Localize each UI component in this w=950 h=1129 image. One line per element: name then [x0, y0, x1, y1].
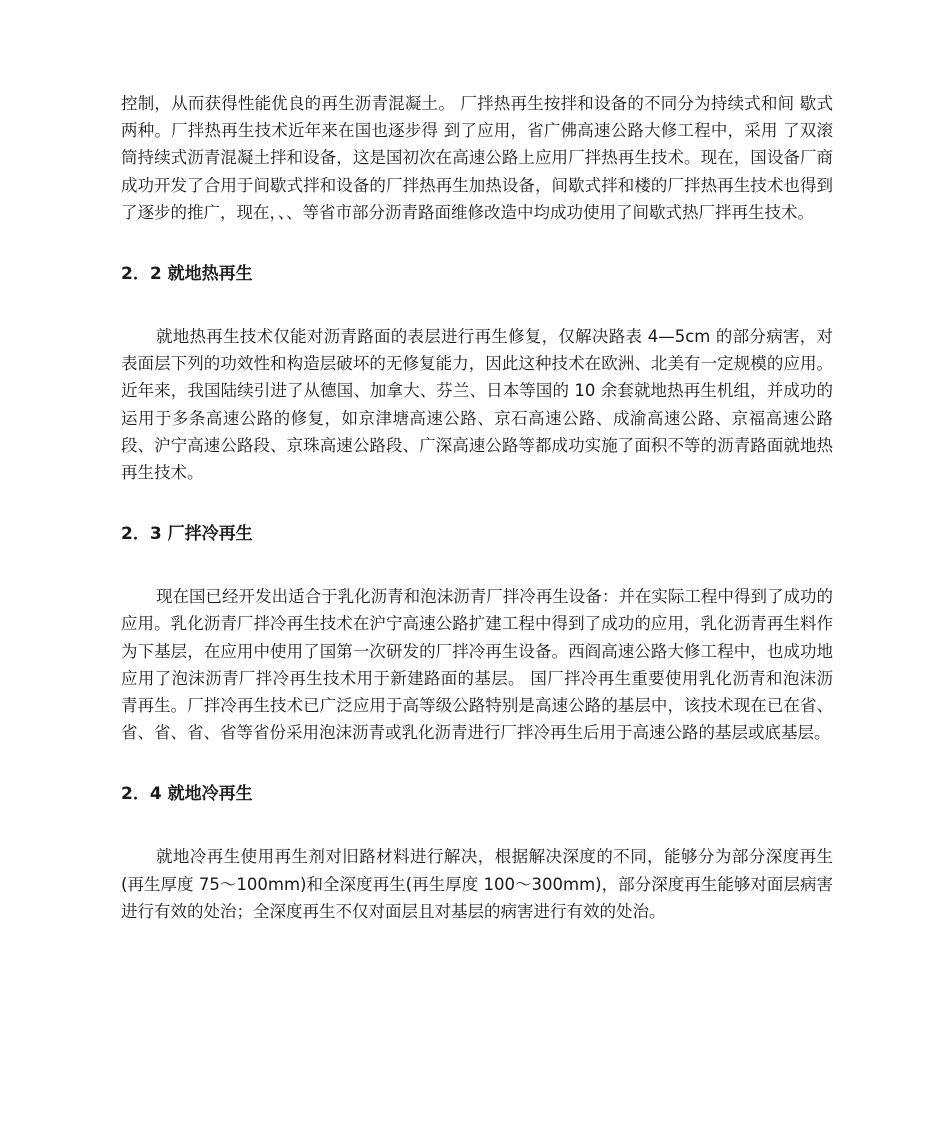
section-heading-2-2: 2．2 就地热再生 — [121, 264, 253, 285]
intro-paragraph: 控制，从而获得性能优良的再生沥青混凝土。 厂拌热再生按拌和设备的不同分为持续式和间 歇式两种。厂拌热再生技术近年来在国也逐步得 到了应用，省广佛高速公路大修工程中，采用 了双滚筒持续式沥青混凝土拌和设备，这是国初次在高速公路上应用厂拌热再生技术。现在，国设备厂商成功开发了合用于间歇式拌和设备的厂拌热再生加热设备，间歇式拌和楼的厂拌热再生技术也得到了逐步的推广，现在，、、等省市部分沥青路面维修改造中均成功使用了间歇式热厂拌再生技术。 — [121, 94, 833, 222]
section-body-2-2: 就地热再生技术仅能对沥青路面的表层进行再生修复，仅解决路表 4—5cm 的部分病害，对表面层下列的功效性和构造层破坏的无修复能力，因此这种技术在欧洲、北美有一定规模的应用。近年来，我国陆续引进了从德国、加拿大、芬兰、日本等国的 10 余套就地热再生机组，并成功的运用于多条高速公路的修复，如京津塘高速公路、京石高速公路、成渝高速公路、京福高速公路段、沪宁高速公路段、京珠高速公路段、广深高速公路等都成功实施了面积不等的沥青路面就地热再生技术。 — [121, 327, 833, 483]
section-heading-2-4: 2．4 就地冷再生 — [121, 784, 253, 805]
document-page — [121, 90, 833, 925]
section-body-2-4: 就地冷再生使用再生剂对旧路材料进行解决，根据解决深度的不同，能够分为部分深度再生(再生厚度 75～100mm)和全深度再生(再生厚度 100～300mm)，部分深度再生能够对面层病害进行有效的处治；全深度再生不仅对面层且对基层的病害进行有效的处治。 — [121, 847, 833, 921]
section-heading-2-3: 2．3 厂拌冷再生 — [121, 524, 253, 545]
section-body-2-3: 现在国已经开发出适合于乳化沥青和泡沫沥青厂拌冷再生设备：并在实际工程中得到了成功的应用。乳化沥青厂拌冷再生技术在沪宁高速公路扩建工程中得到了成功的应用，乳化沥青再生料作为下基层，在应用中使用了国第一次研发的厂拌冷再生设备。西阎高速公路大修工程中，也成功地应用了泡沫沥青厂拌冷再生技术用于新建路面的基层。 国厂拌冷再生重要使用乳化沥青和泡沫沥青再生。厂拌冷再生技术已广泛应用于高等级公路特别是高速公路的基层中，该技术现在已在省、省、省、省、省等省份采用泡沫沥青或乳化沥青进行厂拌冷再生后用于高速公路的基层或底基层。 — [121, 587, 833, 743]
